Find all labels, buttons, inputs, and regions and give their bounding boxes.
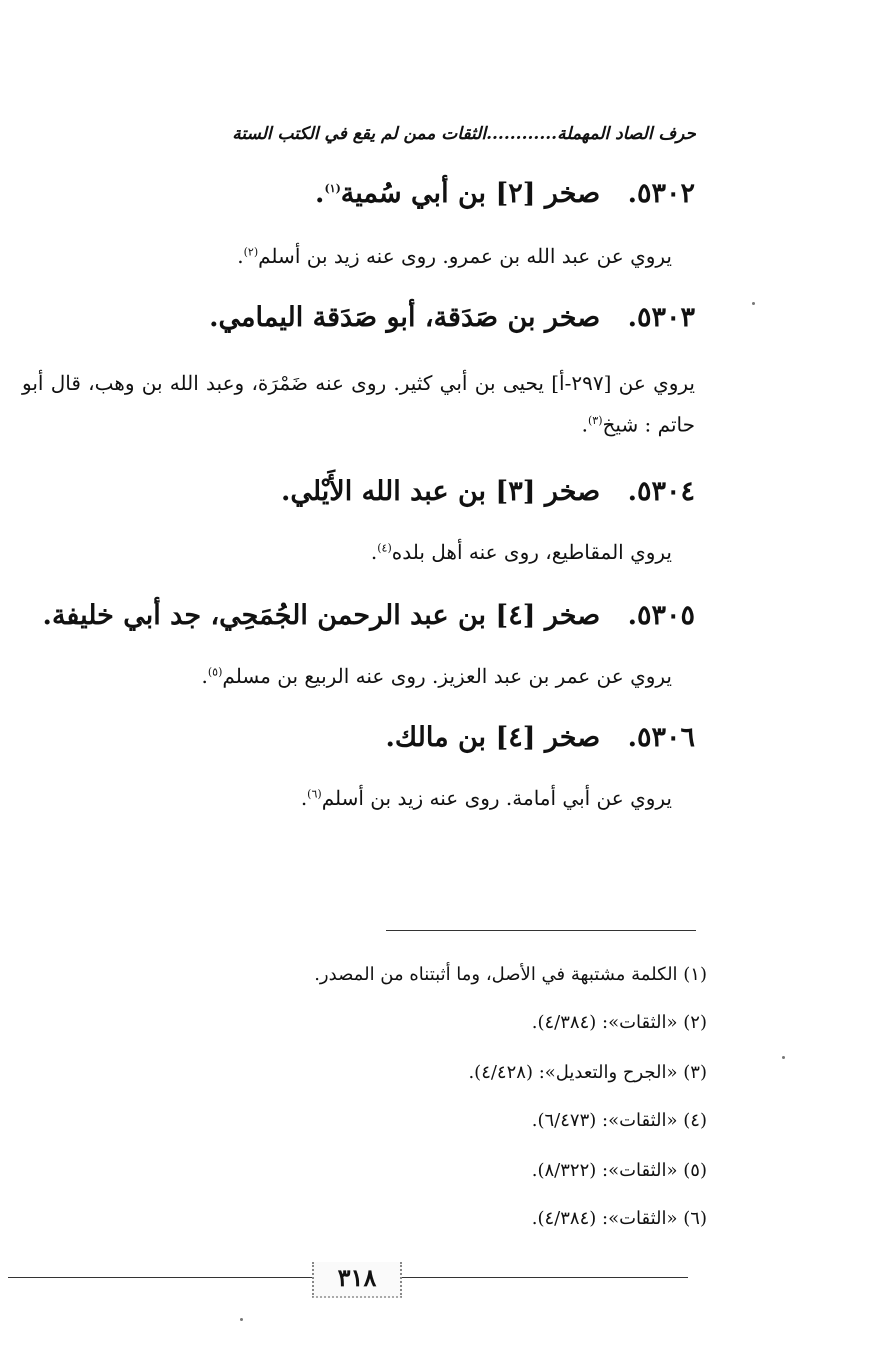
- bottom-rule-left: [8, 1277, 314, 1278]
- entry-body-end: .: [581, 412, 588, 437]
- entry-body-end: .: [201, 664, 208, 688]
- running-head-dots: ............: [486, 124, 558, 144]
- running-head: [28, 124, 696, 144]
- entry-title: [209, 302, 695, 333]
- entry-title: [315, 178, 695, 209]
- entry-body-text: يروي عن أبي أمامة. روى عنه زيد بن أسلم: [321, 786, 672, 810]
- footnote-item: (٦) «الثقات»: (٤/٣٨٤).: [531, 1208, 707, 1229]
- footnote-item: (٤) «الثقات»: (٦/٤٧٣).: [531, 1110, 707, 1131]
- page-number: ٣١٨: [312, 1262, 402, 1298]
- entry-name: صخر [٢] بن أبي سُمية: [340, 178, 601, 209]
- entry-body-end: .: [300, 786, 308, 810]
- entry-number: ٥٣٠٦.: [627, 722, 695, 753]
- scan-speck: [752, 302, 755, 305]
- footnote-marker: (٦): [307, 787, 322, 801]
- entry-body: [22, 364, 695, 444]
- footnote-marker: (٣): [587, 414, 603, 427]
- running-head-chapter: حرف الصاد المهملة: [557, 124, 696, 144]
- entry-number: ٥٣٠٤.: [627, 476, 695, 507]
- entry-title: [386, 722, 696, 753]
- entry-number: ٥٣٠٥.: [627, 600, 695, 631]
- footnote-item: (٢) «الثقات»: (٤/٣٨٤).: [531, 1012, 707, 1033]
- entry-number: ٥٣٠٢.: [627, 178, 695, 209]
- footnote-marker: (٤): [377, 541, 392, 555]
- scan-speck: [240, 1318, 243, 1321]
- entry-body-text: يروي عن [٢٩٧-أ] يحيى بن أبي كثير. روى عنه ضَمْرَة، وعبد الله بن وهب، قال أبو حاتم : شيخ: [22, 371, 696, 437]
- entry-body-end: .: [237, 244, 244, 268]
- entry-name: صخر [٣] بن عبد الله الأَيْلي.: [280, 476, 601, 507]
- entry-body: [202, 664, 672, 688]
- entry-name: صخر بن صَدَقة، أبو صَدَقة اليمامي.: [209, 302, 601, 333]
- footnote-item: (١) الكلمة مشتبهة في الأصل، وما أثبتناه من المصدر.: [314, 964, 707, 985]
- footnote-marker: (١): [324, 182, 341, 195]
- entry-body: [371, 540, 672, 564]
- footnote-item: (٣) «الجرح والتعديل»: (٤/٤٢٨).: [468, 1062, 707, 1083]
- entry-title: [43, 600, 695, 631]
- entry-body-end: .: [370, 540, 378, 564]
- entry-body: [237, 244, 672, 268]
- footnote-marker: (٢): [243, 245, 259, 259]
- entry-number: ٥٣٠٣.: [627, 302, 695, 333]
- bottom-rule-right: [396, 1277, 688, 1278]
- scan-speck: [782, 1056, 785, 1059]
- entry-name: صخر [٤] بن مالك.: [385, 722, 601, 753]
- entry-body-text: يروي المقاطيع، روى عنه أهل بلده: [391, 540, 672, 564]
- entry-title: [281, 476, 695, 507]
- entry-name: صخر [٤] بن عبد الرحمن الجُمَحِي، جد أبي خليفة.: [42, 600, 601, 631]
- entry-body: [301, 786, 672, 810]
- footnote-separator: [386, 930, 696, 931]
- entry-body-text: يروي عن عمر بن عبد العزيز. روى عنه الربيع بن مسلم: [222, 664, 672, 688]
- footnote-marker: (٥): [207, 665, 223, 679]
- entry-body-text: يروي عن عبد الله بن عمرو. روى عنه زيد بن أسلم: [258, 244, 672, 268]
- entry-title-end: .: [315, 178, 325, 209]
- running-head-book-title: الثقات ممن لم يقع في الكتب الستة: [232, 124, 487, 144]
- footnote-item: (٥) «الثقات»: (٨/٣٢٢).: [531, 1160, 707, 1181]
